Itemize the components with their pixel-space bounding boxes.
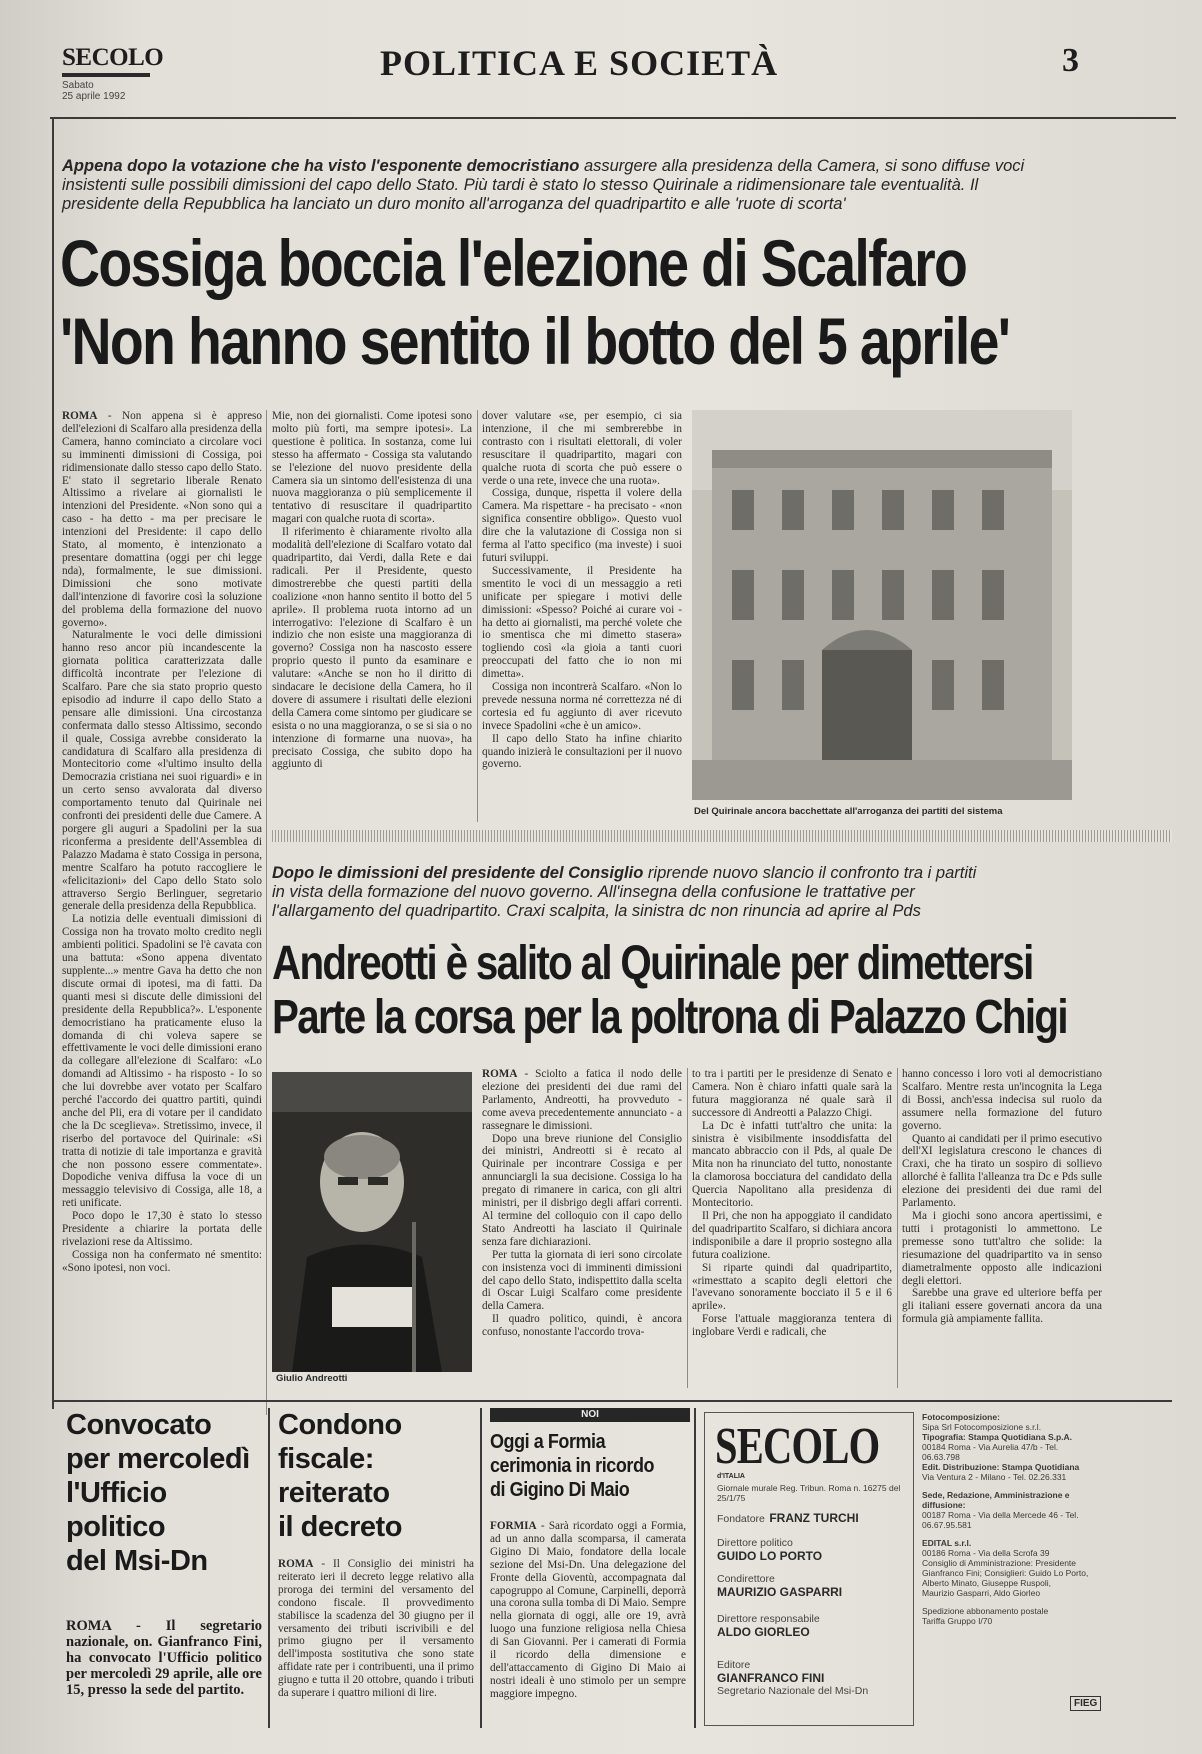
story3-headline-line: l'Ufficio: [66, 1477, 167, 1509]
story1-kicker-lead: Appena dopo la votazione che ha visto l'esponente democristiano: [62, 157, 580, 175]
story2-headline-line2: Parte la corsa per la poltrona di Palazzo Chigi: [272, 991, 1067, 1044]
colophon-detail-line: Consiglio di Amministrazione: Presidente: [922, 1558, 1077, 1568]
founder-label: Fondatore: [717, 1513, 765, 1525]
story2-col2-p5: Forse l'attuale maggioranza tentera di inglobare Verdi e radicali, che: [692, 1313, 892, 1339]
codirector-label: Condirettore: [717, 1573, 775, 1585]
colophon-detail-line: Via Ventura 2 - Milano - Tel. 02.26.331: [922, 1472, 1067, 1482]
colophon-logo-sub: d'ITALIA: [717, 1473, 745, 1480]
story4-headline-line: reiterato: [278, 1477, 390, 1509]
story5-dateline: FORMIA: [490, 1520, 537, 1532]
story3-headline-line: per mercoledì: [66, 1443, 250, 1475]
masthead-date-value: 25 aprile 1992: [62, 91, 126, 102]
left-rule: [52, 119, 54, 1409]
story5-headline: [490, 1430, 670, 1502]
page-number: 3: [1062, 42, 1079, 79]
column-rule: [694, 1408, 696, 1728]
colophon-detail-line: Tipografia: Stampa Quotidiana S.p.A.: [922, 1432, 1073, 1442]
colophon-detail-line: Maurizio Gasparri, Aldo Giorleo: [922, 1588, 1041, 1598]
story1-column-3: [482, 410, 682, 822]
story2-col1-p3: Per tutta la giornata di ieri sono circolate con insistenza voci di imminenti dimissioni del capo dello Stato, indispettito dalla scelta di Oscar Luigi Scalfaro come presidente della Camera.: [482, 1248, 682, 1313]
story2-column-3: [902, 1068, 1102, 1388]
story2-kicker-rest: riprende nuovo slancio il confronto tra i partiti in vista della formazione del nuovo governo. All'insegna della confusione le trattative per l'allargamento del quadripartito. Craxi scalpita, la sinistra dc non rinuncia ad aprire al Pds: [272, 864, 977, 920]
story4-headline-line: il decreto: [278, 1511, 402, 1543]
story1-column-1: [62, 410, 262, 1415]
colophon-logo: SECOLO: [715, 1418, 880, 1475]
colophon-detail-line: Alberto Minato, Giuseppe Ruspoli,: [922, 1578, 1051, 1588]
story2-col2-p4: Si riparte quindi dal quadripartito, «rimesttato a scapito degli elettori che l'avevano sonoramente bocciato il 5 e il 6 aprile».: [692, 1261, 892, 1313]
quirinale-building-image: [692, 410, 1072, 800]
story1-col1-p1: - Non appena si è appreso dell'elezioni di Scalfaro alla presidenza della Camera, hanno cominciato a circolare voci su imminenti dimissioni di Cossiga, poi ridimensionate dallo stesso capo dello Stato. E' stato il segretario liberale Renato Altissimo a rivelare ai giornalisti le intenzioni del Presidente. «Non sono qui a caso - ha detto - ma per precisare le intenzioni del Presidente: il capo dello Stato, al momento, è intenzionato a presentare domattina (oggi per chi legge nda), formalmente, le sue dimissioni. Dimissioni che sono motivate dall'intenzione di favorire così la soluzione del problema della formazione del nuovo governo».: [62, 410, 262, 629]
story2-headline-line1: Andreotti è salito al Quirinale per dimettersi: [272, 937, 1033, 990]
section-title: POLITICA E SOCIETÀ: [380, 43, 779, 83]
story3-dateline: ROMA: [66, 1618, 112, 1634]
story2-col3-p1: hanno concesso i loro voti al democristiano Scalfaro. Mentre resta un'incognita la Lega di Bossi, anch'essa indecisa sul ruolo da assumere nella formazione del futuro governo.: [902, 1068, 1102, 1132]
colophon-editor: [717, 1659, 868, 1697]
colophon-detail-line: Sipa Srl Fotocomposizione s.r.l.: [922, 1422, 1042, 1432]
top-rule: [50, 117, 1176, 119]
codirector-name: MAURIZIO GASPARRI: [717, 1585, 843, 1599]
story5-text: - Sarà ricordato oggi a Formia, ad un anno dalla scomparsa, il camerata Gigino Di Maio, fondatore della locale sezione del Msi-Dn. Una delegazione del Fronte della Gioventù, accompagnata dal capogruppo al Comune, Carpinelli, deporrà una corona sulla tomba di Di Maio. Sempre nella giornata di oggi, alle ore 19, avrà luogo una funzione religiosa nella Chiesa di San Giovanni. Per i camerati di Formia il ricordo della dimensione e dell'attaccamento di Gigino Di Maio ai nostri ideali è uno stimolo per un sempre maggiore impegno.: [490, 1520, 686, 1700]
section-divider: [272, 830, 1172, 842]
director-name: GUIDO LO PORTO: [717, 1549, 823, 1563]
story2-col3-p4: Sarebbe una grave ed ulteriore beffa per gli italiani essere governati ancora da una formula già ampiamente fallita.: [902, 1287, 1102, 1326]
fieg-logo: FIEG: [1070, 1696, 1101, 1711]
manager-name: ALDO GIORLEO: [717, 1625, 810, 1639]
story2-column-1: [482, 1068, 682, 1388]
story2-col2-p3: Il Pri, che non ha appoggiato il candidato del quadripartito Scalfaro, si dichiara ancora indisponibile a dare il proprio sostegno alla futura coalizione.: [692, 1209, 892, 1261]
story1-dateline: ROMA: [62, 410, 98, 422]
story5-headline-line: cerimonia in ricordo: [490, 1455, 655, 1477]
bottom-band-rule: [52, 1400, 1172, 1402]
story1-col1-p5: Cossiga non ha confermato né smentito: «Sono ipotesi, non voci.: [62, 1248, 262, 1274]
story2-col1-p2: Dopo una breve riunione del Consiglio dei ministri, Andreotti si è recato al Quirinale per incontrare Cossiga e per annunciargli la sua decisione. Cossiga lo ha pregato di rimanere in carica, con gli altri ministri, per il disbrigo degli affari correnti. Al termine del colloquio con il capo dello Stato Andreotti ha lasciato il Quirinale senza fare dichiarazioni.: [482, 1132, 682, 1248]
colophon-details: [922, 1412, 1098, 1712]
colophon-detail-line: Edit. Distribuzione: Stampa Quotidiana: [922, 1462, 1080, 1472]
story1-kicker-rest: assurgere alla presidenza della Camera, si sono diffuse voci insistenti sulle possibili dimissioni del capo dello Stato. Più tardi è stato lo stesso Quirinale a ridimensionare tale eventualità. Il presidente della Repubblica ha lanciato un duro monito all'arroganza del quadripartito e alle 'ruote di scorta': [62, 157, 1025, 213]
column-rule: [268, 1408, 270, 1728]
colophon-codirector: [717, 1573, 842, 1599]
colophon-registration: Giornale murale Reg. Tribun. Roma n. 16275 del 25/1/75: [717, 1483, 901, 1503]
story1-col3-p1: dover valutare «se, per esempio, ci sia intenzione, il che mi sembrerebbe in contrasto con i risultati elettorali, di voler resuscitare il quadripartito, magari con qualche ruota di scorta che può essere o verde o una rete, invece che una ruota».: [482, 410, 682, 487]
editor-role: Segretario Nazionale del Msi-Dn: [717, 1685, 869, 1697]
noi-badge: NOI: [490, 1408, 690, 1422]
colophon-detail-line: 00184 Roma - Via Aurelia 47/b - Tel. 06.63.798: [922, 1442, 1059, 1462]
colophon-manager: [717, 1613, 820, 1639]
story2-col2-p1: to tra i partiti per le presidenze di Senato e Camera. Non è chiaro infatti quale sarà la futura maggioranza né quale sarà il successore di Andreotti a Palazzo Chigi.: [692, 1068, 892, 1119]
story3-headline-line: del Msi-Dn: [66, 1545, 208, 1577]
story5-headline-line: di Gigino Di Maio: [490, 1479, 630, 1501]
story1-col1-p2: Naturalmente le voci delle dimissioni hanno reso ancor più incandescente la giornata politica caratterizzata dalle difficoltà incontrate per l'elezione di Scalfaro. Pare che sia stato proprio questo episodio ad indurre il capo dello Stato a pensare alle dimissioni. Una circostanza confermata dallo stesso Altissimo, secondo il quale, Cossiga avrebbe considerato la candidatura di Scalfaro alla presidenza di Montecitorio come «l'ultimo insulto della Democrazia cristiana nei suoi riguardi» e in un certo senso avvalorata dal diverso comportamento tenuto dal Quirinale nei confronti dei presidenti delle due Camere. A porgere gli auguri a Spadolini per la sua riconferma a presidente dell'Assemblea di Palazzo Madama è stato Cossiga in persona, mentre Scalfaro ha potuto raccogliere le «felicitazioni» del Capo dello Stato solo attraverso Sergio Berlinguer, segretario generale della presidenza della Repubblica.: [62, 629, 262, 913]
colophon-detail-line: Tariffa Gruppo I/70: [922, 1616, 993, 1626]
story2-column-2: [692, 1068, 892, 1388]
story1-col3-p5: Il capo dello Stato ha infine chiarito quando inizierà le consultazioni per il nuovo governo.: [482, 732, 682, 771]
quirinale-photo: [692, 410, 1072, 800]
story2-kicker: [272, 864, 992, 921]
story4-body: [278, 1558, 474, 1730]
story2-col1-p1: - Sciolto a fatica il nodo delle elezione dei presidenti dei due rami del Parlamento, Andreotti, ha provveduto - come aveva precedentemente annunciato - a rassegnare le dimissioni.: [482, 1068, 682, 1132]
colophon-detail-line: Gianfranco Fini; Consiglieri: Guido Lo Porto,: [922, 1568, 1089, 1578]
colophon-detail-line: 00186 Roma - Via della Scrofa 39: [922, 1548, 1050, 1558]
column-rule: [480, 1408, 482, 1728]
story1-col3-p4: Cossiga non incontrerà Scalfaro. «Non lo prevede nessuna norma né correttezza né di cortesia ed fu aggiunto di aver ricevuto invece Spadolini «che è un amico».: [482, 681, 682, 732]
story2-col3-p3: Ma i giochi sono ancora apertissimi, e tutti i protagonisti lo ammettono. Le premesse sono tutt'altro che solide: la riesumazione del quadripartito va in senso diametralmente opposto alle indicazioni degli elettori.: [902, 1209, 1102, 1287]
masthead-rule: [62, 73, 150, 77]
story3-headline-line: politico: [66, 1511, 166, 1543]
story1-col3-p3: Successivamente, il Presidente ha smentito le voci di un messaggio a reti unificate per spiegare i motivi delle dimissioni: «Spesso? Poiché ai curare voi - ha detto ai giornalisti, ma perché volete che io smentisca che mi dimetto stasera» togliendo così «la gioia a tanti cuori preoccupati del fatto che io non mi dimetta».: [482, 564, 682, 681]
quirinale-photo-caption: Del Quirinale ancora bacchettate all'arroganza dei partiti del sistema: [694, 806, 1003, 817]
story3-body: [66, 1618, 262, 1730]
story1-column-2: [272, 410, 472, 822]
director-label: Direttore politico: [717, 1537, 793, 1549]
colophon-director: [717, 1537, 822, 1563]
manager-label: Direttore responsabile: [717, 1613, 820, 1625]
andreotti-photo: [272, 1072, 472, 1372]
story3-headline: [66, 1408, 266, 1578]
story1-col3-p2: Cossiga, dunque, rispetta il volere della Camera. Ma rispettare - ha precisato - «non significa consentire obbligo». Questo vuol dire che la valutazione di Cossiga non si ferma al l'atto specifico (ma investe) i suoi futuri sviluppi.: [482, 487, 682, 564]
story1-headline-line1: Cossiga boccia l'elezione di Scalfaro: [60, 226, 967, 300]
story3-headline-line: Convocato: [66, 1409, 212, 1441]
column-rule: [687, 1068, 688, 1388]
story1-col2-p2: Il riferimento è chiaramente rivolto alla modalità dell'elezione di Scalfaro votato dal quadripartito, dai Verdi, dalla Rete e dai radicali. Per il Presidente, questo dimostrerebbe che questi partiti della coalizione «non hanno sentito il botto del 5 aprile». Il problema ruota intorno ad un interrogativo: l'elezione di Scalfaro è un indizio che non esiste una maggioranza di governo? Cossiga non ha nascosto essere proprio questo il punto da esaminare e valutare: «Anche se non ho il diritto di sindacare le decisione della Camera, ho il dovere di assumere i risultati delle elezioni della Camera come sintomo per giudicare se esista o no una maggioranza, o se si sia o no intenzione di formarne una nuova», ha precisato Cossiga, che subito dopo ha aggiunto di: [272, 526, 472, 771]
masthead-date: [62, 80, 125, 102]
story1-headline-line2: 'Non hanno sentito il botto del 5 aprile': [60, 304, 1010, 378]
story4-headline-line: Condono: [278, 1409, 402, 1441]
colophon-detail-line: 00187 Roma - Via della Mercede 46 - Tel. 06.67.95.581: [922, 1510, 1079, 1530]
story5-headline-line: Oggi a Formia: [490, 1431, 606, 1453]
story4-headline: [278, 1408, 478, 1544]
masthead-logo: SECOLO: [62, 44, 164, 71]
column-rule: [897, 1068, 898, 1388]
colophon-box: [704, 1412, 914, 1726]
story1-col2-p1: Mie, non dei giornalisti. Come ipotesi sono molto più forti, ma sempre ipotesi». La questione è politica. In sostanza, come lui stesso ha affermato - Cossiga sta valutando se l'elezione del nuovo presidente della Camera sia un sintomo dell'esistenza di una nuova maggioranza o più semplicemente il tentativo di resuscitare il quadripartito magari con qualche ruota di scorta».: [272, 410, 472, 526]
colophon-detail-line: Spedizione abbonamento postale: [922, 1606, 1049, 1616]
colophon-founder: [717, 1509, 859, 1527]
editor-label: Editore: [717, 1659, 751, 1671]
column-rule: [266, 410, 267, 1415]
story1-col1-p3: La notizia delle eventuali dimissioni di Cossiga non ha trovato molto credito negli ambienti politici. Spadolini se l'è cavata con una battuta: «Sono appena diventato supplente...» mentre Gava ha detto che non discute ormai di ipotesi, ma di fatti. Da quanti mesi si discute delle dimissioni del presidente della Repubblica?». L'esponente democristiano ha praticamente eluso la domanda di chi voleva sapere se effettivamente le voci delle dimissioni erano da collegare all'elezione di Scalfaro: «Lo domandi ad Altissimo - ha risposto - Io so che lui dovrebbe aver votato per Scalfaro perché l'accordo dei quattro partiti, quindi anche del Pli, era di votare per il candidato che la Dc sceglieva». Stretissimo, invece, il riserbo del portavoce del Quirinale: «Si tratta di notizie di tale importanza e gravità che non possono essere commentate». Dopodiche veniva diffusa la voce di un messaggio televisivo di Cossiga, alle 18, a reti unificate.: [62, 913, 262, 1210]
story2-col2-p2: La Dc è infatti tutt'altro che unita: la sinistra è visibilmente insoddisfatta del mancato abbraccio con il Pds, al quale De Mita non ha rinunciato del tutto, nonostante la clamorosa bocciatura del candidato della Quercia Napolitano alla presidenza di Montecitorio.: [692, 1119, 892, 1210]
masthead-date-day: Sabato: [62, 80, 94, 91]
story2-col3-p2: Quanto ai candidati per il primo esecutivo dell'XI legislatura crescono le chances di Craxi, che ha tirato un sospiro di sollievo allorché è fallita l'alleanza tra Dc e Pds sulle elezione dei presidenti dei due rami del Parlamento.: [902, 1132, 1102, 1210]
colophon-detail-line: Sede, Redazione, Amministrazione e diffusione:: [922, 1490, 1070, 1510]
story4-headline-line: fiscale:: [278, 1443, 374, 1475]
colophon-detail-line: Fotocomposizione:: [922, 1412, 1000, 1422]
andreotti-photo-caption: Giulio Andreotti: [276, 1373, 348, 1384]
story4-dateline: ROMA: [278, 1558, 314, 1570]
story2-col1-p4: Il quadro politico, quindi, è ancora confuso, nonostante l'accordo trova-: [482, 1313, 682, 1339]
column-rule: [477, 410, 478, 822]
story1-kicker: [62, 157, 1042, 214]
colophon-detail-line: EDITAL s.r.l.: [922, 1538, 972, 1548]
story4-text: - Il Consiglio dei ministri ha reiterato ieri il decreto legge relativo alla proroga dei termini del versamento del condono fiscale. Il provvedimento stabilisce la scadenza del 30 giugno per il versamento dei tributi iscrivibili e del primo giugno per il versamento dell'imposta sostitutiva che sono state affidate rate per i contribuenti, una il primo giugno e tutta il 20 ottobre, quando i tributi da superare i quattro milioni di lire.: [278, 1558, 474, 1700]
andreotti-portrait-image: [272, 1072, 472, 1372]
story5-body: [490, 1520, 686, 1730]
editor-name: GIANFRANCO FINI: [717, 1671, 825, 1685]
story2-dateline: ROMA: [482, 1068, 518, 1080]
story1-col1-p4: Poco dopo le 17,30 è stato lo stesso Presidente a chiarire la portata delle rivelazioni rese da Altissimo.: [62, 1210, 262, 1248]
story3-text: - Il segretario nazionale, on. Gianfranco Fini, ha convocato l'Ufficio politico per mercoledì 29 aprile, alle ore 15, presso la sede del partito.: [66, 1618, 262, 1698]
founder-name: FRANZ TURCHI: [769, 1511, 859, 1525]
story2-kicker-lead: Dopo le dimissioni del presidente del Consiglio: [272, 864, 644, 882]
